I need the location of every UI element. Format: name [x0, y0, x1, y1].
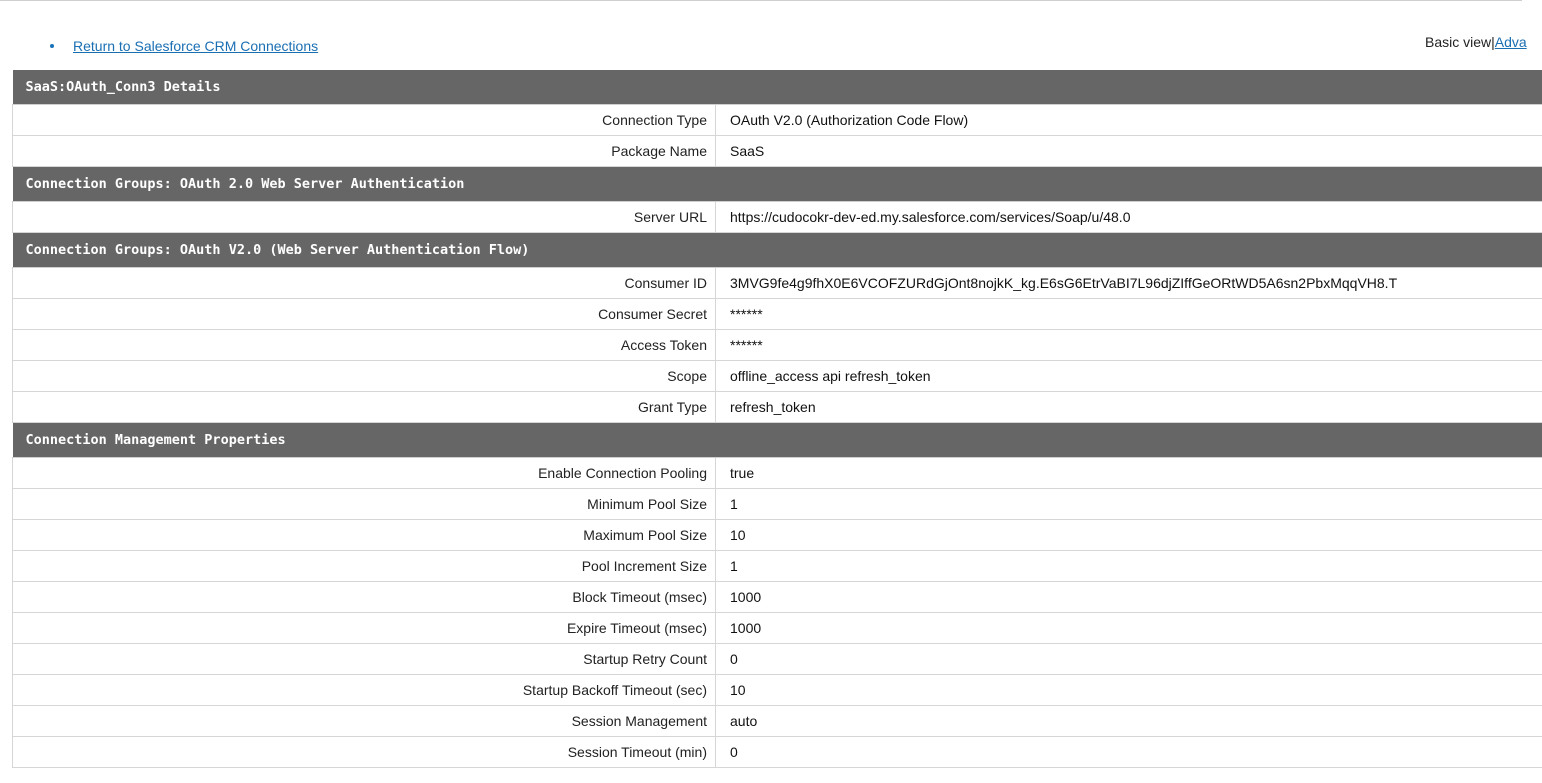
property-row-expire-timeout: [13, 613, 1542, 644]
basic-view-label: Basic view|: [1425, 34, 1495, 50]
section-title: Connection Management Properties: [13, 423, 1542, 458]
property-value: auto: [716, 706, 1542, 737]
property-value: 3MVG9fe4g9fhX0E6VCOFZURdGjOnt8nojkK_kg.E6sG6EtrVaBI7L96djZIffGeORtWD5A6sn2PbxMqqVH8.T: [716, 268, 1542, 299]
property-value: 10: [716, 520, 1542, 551]
property-row-pool-increment-size: [13, 551, 1542, 582]
details-body: [13, 70, 1542, 768]
property-label: Grant Type: [13, 392, 716, 423]
property-label: Expire Timeout (msec): [13, 613, 716, 644]
nav-list-item: [50, 38, 318, 54]
property-value: refresh_token: [716, 392, 1542, 423]
property-value: OAuth V2.0 (Authorization Code Flow): [716, 105, 1542, 136]
advanced-view-link[interactable]: Adva: [1494, 34, 1527, 50]
property-row-startup-retry-count: [13, 644, 1542, 675]
property-value: 1000: [716, 613, 1542, 644]
property-label: Block Timeout (msec): [13, 582, 716, 613]
property-row-server-url: [13, 202, 1542, 233]
property-value: SaaS: [716, 136, 1542, 167]
property-row-access-token: [13, 330, 1542, 361]
property-label: Enable Connection Pooling: [13, 458, 716, 489]
property-label: Startup Backoff Timeout (sec): [13, 675, 716, 706]
property-row-scope: [13, 361, 1542, 392]
property-label: Connection Type: [13, 105, 716, 136]
property-label: Session Management: [13, 706, 716, 737]
property-row-startup-backoff-timeout: [13, 675, 1542, 706]
connection-details-table: [12, 70, 1542, 768]
property-label: Server URL: [13, 202, 716, 233]
section-header-oauth-web-server: [13, 167, 1542, 202]
property-row-connection-type: [13, 105, 1542, 136]
top-divider: [0, 0, 1522, 1]
property-row-block-timeout: [13, 582, 1542, 613]
property-label: Access Token: [13, 330, 716, 361]
property-label: Minimum Pool Size: [13, 489, 716, 520]
property-row-session-management: [13, 706, 1542, 737]
section-title: Connection Groups: OAuth 2.0 Web Server Authentication: [13, 167, 1542, 202]
property-value: 0: [716, 737, 1542, 768]
property-label: Consumer Secret: [13, 299, 716, 330]
property-row-enable-pooling: [13, 458, 1542, 489]
property-value: ******: [716, 330, 1542, 361]
property-value: https://cudocokr-dev-ed.my.salesforce.com/services/Soap/u/48.0: [716, 202, 1542, 233]
property-value: 0: [716, 644, 1542, 675]
nav-links: [50, 38, 318, 54]
section-header-connection-management: [13, 423, 1542, 458]
return-to-connections-link[interactable]: Return to Salesforce CRM Connections: [73, 38, 319, 54]
section-header-details: [13, 70, 1542, 105]
property-row-max-pool-size: [13, 520, 1542, 551]
property-row-min-pool-size: [13, 489, 1542, 520]
section-title: SaaS:OAuth_Conn3 Details: [13, 70, 1542, 105]
property-row-session-timeout: [13, 737, 1542, 768]
property-label: Session Timeout (min): [13, 737, 716, 768]
property-value: offline_access api refresh_token: [716, 361, 1542, 392]
property-label: Package Name: [13, 136, 716, 167]
property-value: 1: [716, 489, 1542, 520]
bullet-icon: [50, 44, 54, 48]
property-row-grant-type: [13, 392, 1542, 423]
property-row-package-name: [13, 136, 1542, 167]
property-value: 1: [716, 551, 1542, 582]
property-row-consumer-id: [13, 268, 1542, 299]
property-label: Maximum Pool Size: [13, 520, 716, 551]
property-value: 10: [716, 675, 1542, 706]
property-value: ******: [716, 299, 1542, 330]
view-switch: [1425, 34, 1527, 50]
section-title: Connection Groups: OAuth V2.0 (Web Server Authentication Flow): [13, 233, 1542, 268]
property-label: Consumer ID: [13, 268, 716, 299]
section-header-oauth-flow: [13, 233, 1542, 268]
property-value: true: [716, 458, 1542, 489]
property-label: Pool Increment Size: [13, 551, 716, 582]
property-label: Startup Retry Count: [13, 644, 716, 675]
property-value: 1000: [716, 582, 1542, 613]
property-label: Scope: [13, 361, 716, 392]
property-row-consumer-secret: [13, 299, 1542, 330]
